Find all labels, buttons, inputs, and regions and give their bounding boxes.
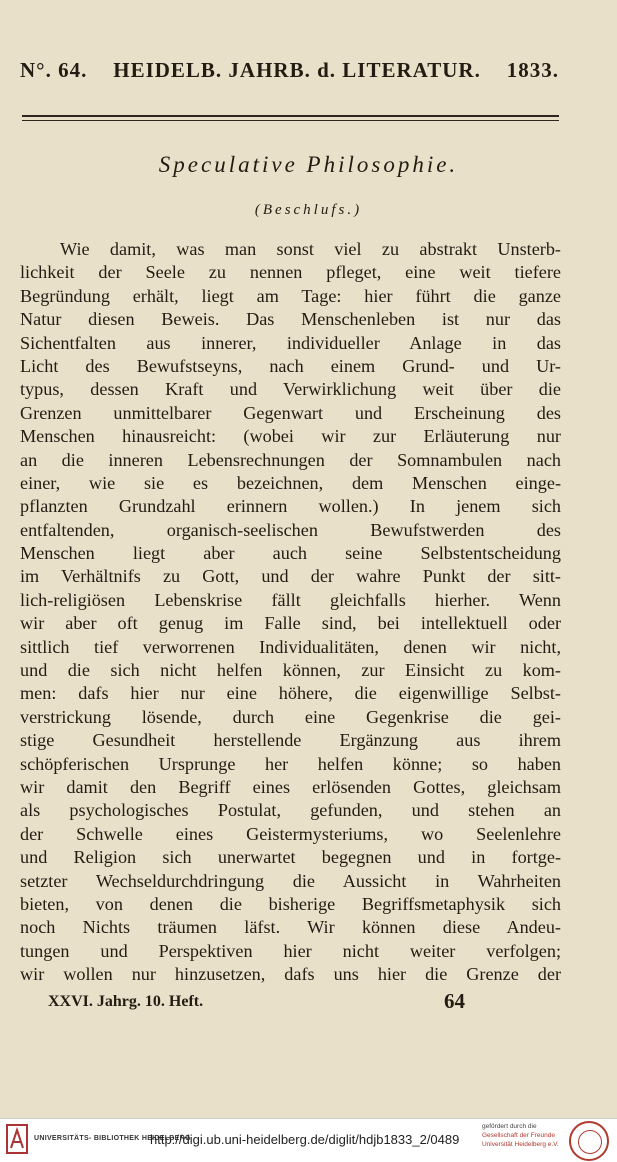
text-line: sittlich tief verworrenen Individualitäten, denen wir nicht, (20, 636, 561, 657)
sponsor-line: Gesellschaft der Freunde (482, 1132, 555, 1139)
text-line: lich-religiösen Lebenskrise fällt gleichfalls hierher. Wenn (20, 589, 561, 610)
page-number: 64 (444, 989, 465, 1013)
body-text (20, 238, 561, 987)
text-line: Grenzen unmittelbarer Gegenwart und Erscheinung des (20, 402, 561, 423)
text-line: schöpferischen Ursprunge her helfen könne; so haben (20, 753, 561, 774)
text-line: einer, wie sie es bezeichnen, dem Menschen einge- (20, 472, 561, 493)
text-line: im Verhältnifs zu Gott, und der wahre Punkt der sitt- (20, 566, 561, 587)
viewer-footer-bar (0, 1118, 617, 1162)
signature-mark: XXVI. Jahrg. 10. Heft. (48, 993, 204, 1010)
issue-number: N°. 64. (20, 58, 88, 82)
library-emblem-icon (6, 1124, 28, 1154)
text-line: setzter Wechseldurchdringung die Aussicht in Wahrheiten (20, 870, 561, 891)
text-line: wir damit den Begriff eines erlösenden Gottes, gleichsam (20, 776, 561, 797)
text-line: Natur diesen Beweis. Das Menschenleben ist nur das (20, 309, 561, 330)
text-line: Sichentfalten aus innerer, individueller Anlage in das (20, 332, 561, 353)
text-line: Begründung erhält, liegt am Tage: hier führt die ganze (20, 285, 561, 306)
university-seal-icon (569, 1121, 609, 1161)
text-line: Menschen liegt aber auch seine Selbstentscheidung (20, 543, 561, 564)
text-line: Menschen hinausreicht: (wobei wir zur Erläuterung nur (20, 426, 561, 447)
library-name: UNIVERSITÄTS- BIBLIOTHEK HEIDELBERG (34, 1135, 191, 1142)
sponsor-line: gefördert durch die (482, 1123, 537, 1130)
text-line: tungen und Perspektiven hier nicht weiter verfolgen; (20, 940, 561, 961)
text-line: noch Nichts träumen läfst. Wir können diese Andeu- (20, 917, 561, 938)
text-line: Wie damit, was man sonst viel zu abstrakt Unsterb- (60, 239, 561, 259)
year: 1833. (506, 58, 559, 82)
sponsor-line: Universität Heidelberg e.V. (482, 1141, 559, 1148)
text-line: wir aber oft genug im Falle sind, bei intellektuell oder (20, 613, 561, 634)
running-header (20, 58, 559, 83)
header-rule-thin (22, 120, 559, 121)
text-line: lichkeit der Seele zu nennen pfleget, eine weit tiefere (20, 262, 561, 283)
text-line: der Schwelle eines Geistermysteriums, wo Seelenlehre (20, 823, 561, 844)
text-line: verstrickung lösende, durch eine Gegenkrise die gei- (20, 706, 561, 727)
text-line: als psychologisches Postulat, gefunden, und stehen an (20, 800, 561, 821)
article-subtitle: (Beschlufs.) (254, 202, 363, 218)
text-line: men: dafs hier nur eine höhere, die eigenwillige Selbst- (20, 683, 561, 704)
text-line: bieten, von denen die bisherige Begriffsmetaphysik sich (20, 893, 561, 914)
article-title: Speculative Philosophie. (158, 152, 459, 177)
text-line: Licht des Bewufstseyns, nach einem Grund- und Ur- (20, 355, 561, 376)
text-line: entfaltenden, organisch-seelischen Bewufstwerden des (20, 519, 561, 540)
text-line: und die sich nicht helfen können, zur Einsicht zu kom- (20, 660, 561, 681)
text-line: stige Gesundheit herstellende Ergänzung aus ihrem (20, 730, 561, 751)
permalink-url[interactable]: http://digi.ub.uni-heidelberg.de/diglit/hdjb1833_2/0489 (150, 1132, 460, 1147)
text-line: und Religion sich unerwartet begegnen und in fortge- (20, 847, 561, 868)
text-line: pflanzten Grundzahl erinnern wollen.) In jenem sich (20, 496, 561, 517)
text-line: an die inneren Lebensrechnungen der Somnambulen nach (20, 449, 561, 470)
sponsor-credit (482, 1122, 559, 1149)
text-line: wir wollen nur hinzusetzen, dafs uns hier die Grenze der (20, 964, 561, 985)
header-rule-thick (22, 115, 559, 117)
journal-title: HEIDELB. JAHRB. d. LITERATUR. (113, 58, 481, 82)
text-line: typus, dessen Kraft und Verwirklichung weit über die (20, 379, 561, 400)
